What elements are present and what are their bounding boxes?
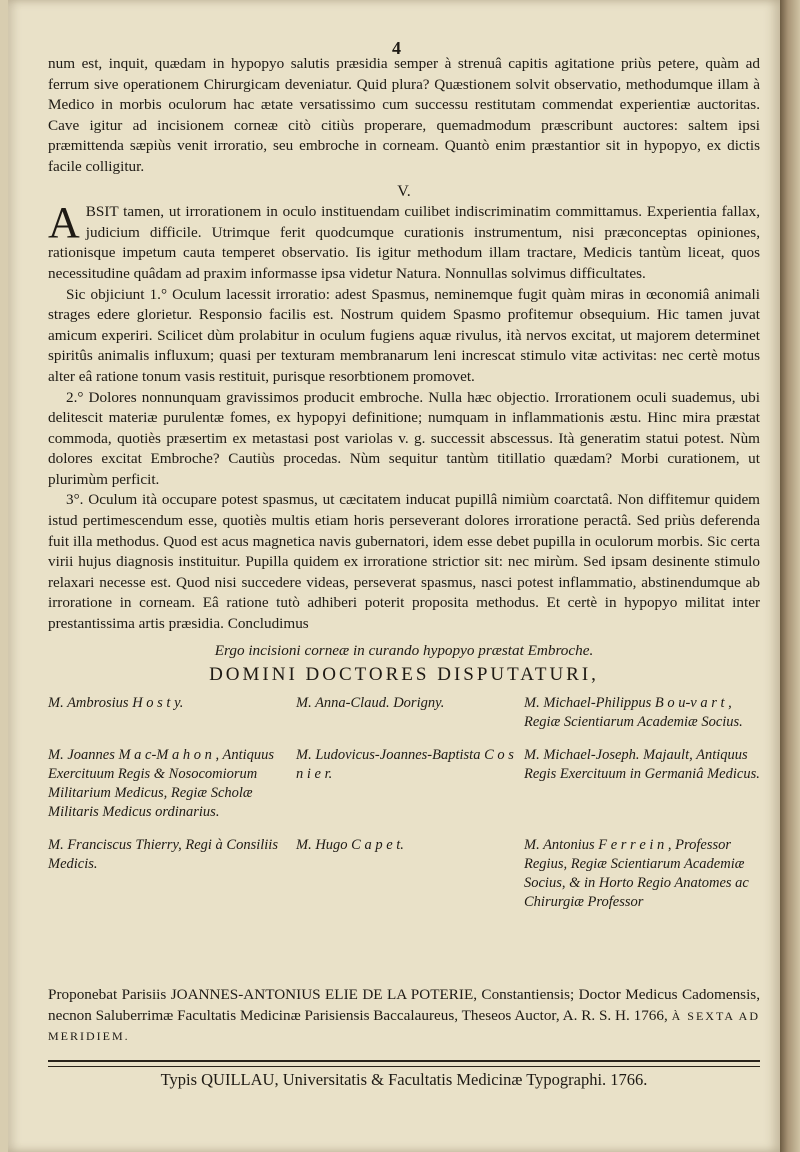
section-number: V.	[397, 182, 411, 200]
body-text	[48, 54, 760, 912]
doctor-entry: M. Anna-Claud. Dorigny.	[296, 694, 445, 711]
doctor-entry: M. Hugo C a p e t.	[296, 836, 404, 853]
footer-rule	[48, 1060, 760, 1067]
section-v-paragraph-1	[48, 198, 760, 284]
doctor-entry: M. Antonius F e r r e i n , Professor Regius, Regiæ Scientiarum Academiæ Socius, & in Horto Regio Anatomes ac Chirurgiæ Professor	[524, 836, 749, 910]
book-spine-edge	[780, 0, 800, 1152]
proponebat-paragraph	[48, 985, 760, 1047]
conclusion: Ergo incisioni corneæ in curando hypopyo præstat Embroche.	[214, 641, 594, 659]
page-number: 4	[392, 38, 401, 58]
intro-paragraph: num est, inquit, quædam in hypopyo salutis præsidia semper à strenuâ capitis agitatione priùs petere, quàm ad ferrum sive operationem Chirurgicam deveniatur. Quid plura? Quæstionem solvit observatio, methodumque illam à Medico in morbis oculorum hac ætate versatissimo cum successu restitutam commendat experientiæ auctoritas. Cave igitur ad incisionem corneæ citò citiùs properare, quemadmodum præscribunt auctores: saltem ipsi præmittenda sæpiùs venit irroratio, seu embroche in corneam. Quantò enim præstantior sit in hypopyo, ex dictis facile colligitur.	[48, 55, 760, 175]
doctors-list	[48, 694, 760, 912]
doctor-entry: M. Franciscus Thierry, Regi à Consiliis Medicis.	[48, 836, 278, 872]
drop-cap: A	[48, 198, 80, 248]
doctors-heading: DOMINI DOCTORES DISPUTATURI,	[209, 664, 599, 686]
document-page	[8, 0, 780, 1152]
proponebat-text: Proponebat Parisiis JOANNES-ANTONIUS ELIE DE LA POTERIE, Constantiensis; Doctor Medicus Cadomensis, necnon Saluberrimæ Facultatis Medicinæ Parisiensis Baccalaureus, Theseos Auctor, A. R. S. H. 1766,	[48, 986, 760, 1024]
section-v-paragraph-3: 2.° Dolores nonnunquam gravissimos producit embroche. Nulla hæc objectio. Irrorationem oculi suademus, ubi delitescit materiæ purulentæ fomes, ex hypopyi definitione; numquam in inflammationis æstu. Hinc mira præstat commoda, quotiès præsertim ex metastasi post variolas v. g. successit abscessus. Ità generatim statui potest. Nùm dolores excitat Embroche? Cautiùs procedas. Nùm sequitur tantùm titillatio quædam? Morbi curationem, ut plurimùm perficit.	[48, 388, 760, 488]
section-v-paragraph-4: 3°. Oculum ità occupare potest spasmus, ut cæcitatem inducat pupillâ nimiùm coarctatâ. Non diffitemur quidem istud pertimescendum esse, quotiès multis etiam horis perseverant dolores irroratione peractâ. Sed priùs deferenda fuit illa methodus. Quod est acus magnetica navis gubernatori, idem esse debet pupilla in oculorum morbis. Sic certa virii hujus diagnosis instituitur. Pupilla quidem ex irroratione strictior sit: nec mirùm. Sed ipsam desinente stimulo relaxari necesse est. Quod nisi succedere videas, perseverat spasmus, nasci potest inflammatio, abstinendumque ab irroratione in corneam. Eâ ratione tutò adhiberi poterit proposita methodus. Et certè in hypopyo militat inter prestantissima artis præsidia. Concludimus	[48, 491, 760, 633]
doctor-entry: M. Michael-Philippus B o u-v a r t , Regiæ Scientiarum Academiæ Socius.	[524, 694, 743, 730]
section-v-paragraph-1-text: BSIT tamen, ut irrorationem in oculo instituendam cuilibet indiscriminatim committamus. Experientia fallax, judicium difficile. Utrimque ferit quodcumque curationis instrumentum, nisi præconceptas opiniones, rationisque impetum cauta temperet observatio. Iis igitur methodum illam tractare, Medicis tantùm liceat, quos necessitudine quâdam ad praxim informasse ipsa videtur Natura. Nonnullas solvimus difficultates.	[48, 203, 760, 282]
doctor-entry: M. Ambrosius H o s t y.	[48, 694, 184, 711]
doctor-entry: M. Michael-Joseph. Majault, Antiquus Regis Exercituum in Germaniâ Medicus.	[524, 746, 760, 782]
doctor-entry: M. Ludovicus-Joannes-Baptista C o s n i e r.	[296, 746, 514, 782]
section-v-paragraph-2: Sic objiciunt 1.° Oculum lacessit irroratio: adest Spasmus, neminemque fugit quàm miras in œconomiâ animali strages edere glorietur. Responsio facilis est. Nostrum quidem Spasmo profitemur obsequium. Hic tamen juvat amicum experiri. Scilicet dùm prolabitur in oculum fugiens aquæ rivulus, ità nervos excitat, ut majorem determinet spiritûs animalis influxum; quasi per texturam membranarum leni increscat stimulo vitæ activitas: nec certè motus alter eâ ratione tonum vasis restituit, purisque resorbtionem promovet.	[48, 285, 760, 385]
doctor-entry: M. Joannes M a c-M a h o n , Antiquus Exercituum Regis & Nosocomiorum Militarium Medicus, Regiæ Scholæ Militaris Medicus ordinarius.	[48, 746, 275, 820]
proponebat-time: À SEXTA AD MERIDIEM.	[48, 1008, 761, 1044]
printer-imprint: Typis QUILLAU, Universitatis & Facultatis Medicinæ Typographi. 1766.	[160, 1070, 648, 1089]
